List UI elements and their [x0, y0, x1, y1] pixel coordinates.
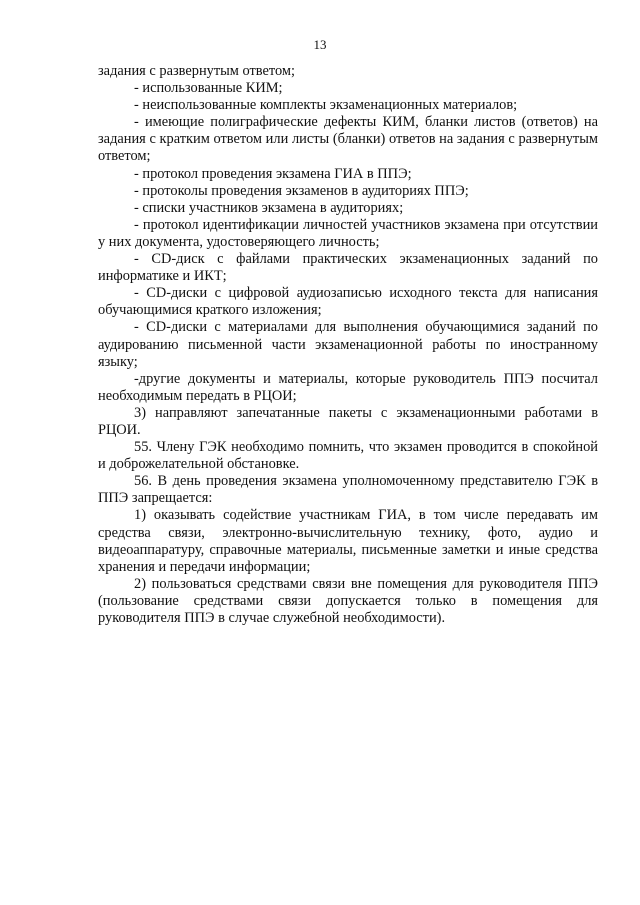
- paragraph: 1) оказывать содействие участникам ГИА, в том числе передавать им средства связи, электронно-вычислительную технику, фото, аудио и видеоаппаратуру, справочные материалы, письменные заметки и иные средства хранения и передачи информации;: [98, 507, 598, 575]
- list-item: - использованные КИМ;: [134, 80, 283, 97]
- paragraph: 55. Члену ГЭК необходимо помнить, что экзамен проводится в спокойной и доброжелательной обстановке.: [98, 439, 598, 473]
- document-body: [98, 63, 598, 627]
- list-item: - имеющие полиграфические дефекты КИМ, бланки листов (ответов) на задания с кратким ответом или листы (бланки) ответов на задания с развернутым ответом;: [98, 114, 598, 165]
- paragraph: 56. В день проведения экзамена уполномоченному представителю ГЭК в ППЭ запрещается:: [98, 473, 598, 507]
- list-item: - CD-диски с материалами для выполнения обучающимися заданий по аудированию письменной части экзаменационной работы по иностранному языку;: [98, 319, 598, 370]
- list-item: - неиспользованные комплекты экзаменационных материалов;: [134, 97, 518, 114]
- list-item: - списки участников экзамена в аудиториях;: [134, 199, 404, 216]
- list-item: - протокол проведения экзамена ГИА в ППЭ;: [134, 165, 412, 182]
- list-item: - CD-диск с файлами практических экзаменационных заданий по информатике и ИКТ;: [98, 251, 598, 285]
- paragraph: 2) пользоваться средствами связи вне помещения для руководителя ППЭ (пользование средствами связи допускается только в помещения для руководителя ППЭ в случае служебной необходимости).: [98, 575, 598, 626]
- paragraph: задания с развернутым ответом;: [98, 63, 296, 79]
- paragraph: 3) направляют запечатанные пакеты с экзаменационными работами в РЦОИ.: [98, 404, 598, 438]
- list-item: - протокол идентификации личностей участников экзамена при отсутствии у них документа, удостоверяющего личность;: [98, 216, 598, 250]
- page-number: 13: [313, 37, 327, 52]
- list-item: - CD-диски с цифровой аудиозаписью исходного текста для написания обучающимися краткого изложения;: [98, 285, 598, 319]
- list-item: -другие документы и материалы, которые руководитель ППЭ посчитал необходимым передать в РЦОИ;: [98, 370, 598, 404]
- list-item: - протоколы проведения экзаменов в аудиториях ППЭ;: [134, 182, 469, 199]
